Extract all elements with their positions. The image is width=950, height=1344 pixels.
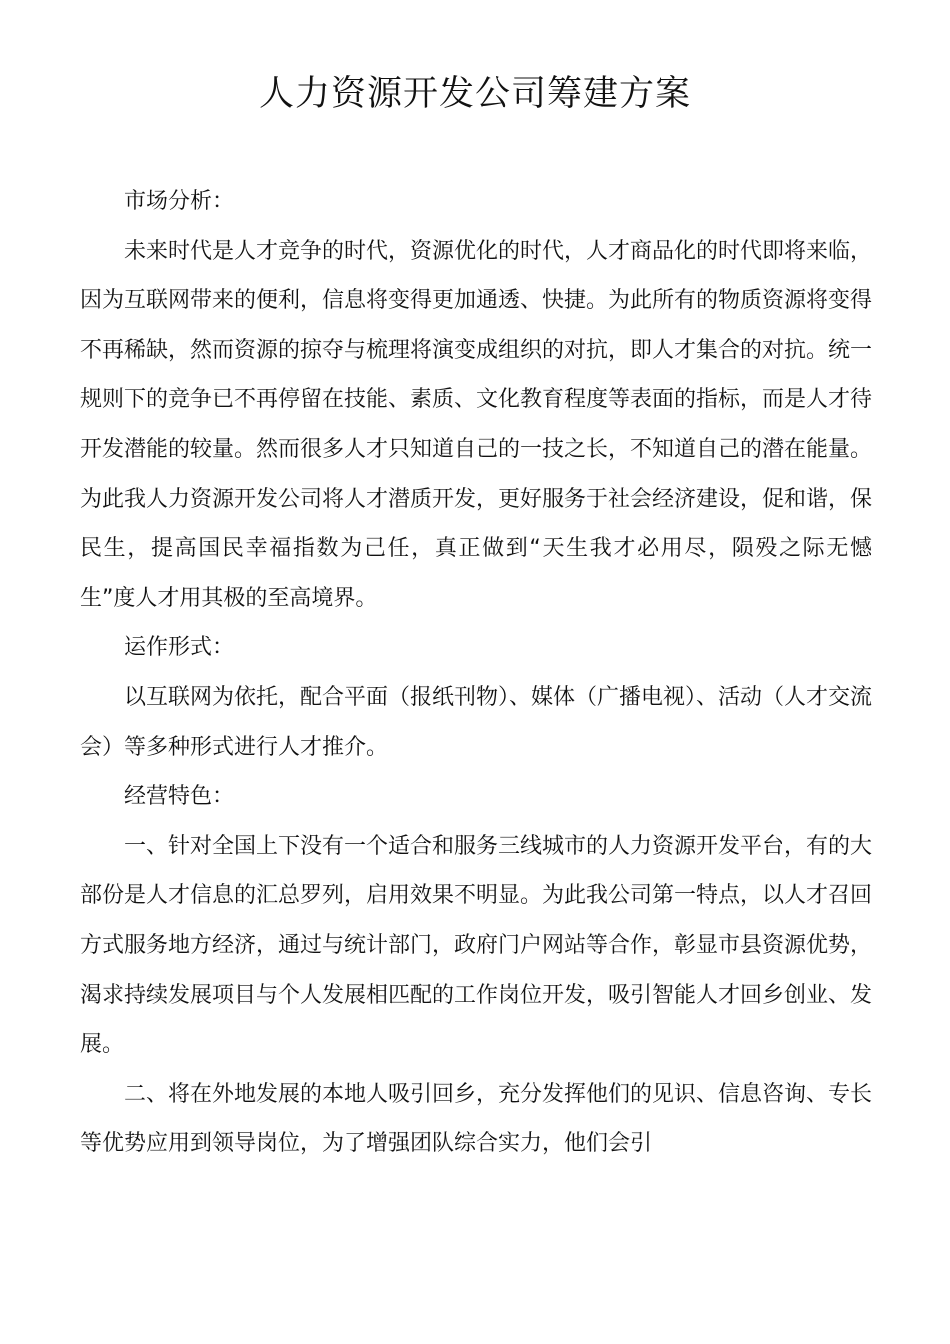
- document-title: 人力资源开发公司筹建方案: [258, 74, 691, 114]
- section-heading-business-features: 经营特色：: [124, 784, 235, 810]
- section-heading-market-analysis: 市场分析：: [124, 189, 235, 214]
- paragraph-feature-one: 一、针对全国上下没有一个适合和服务三线城市的人力资源开发平台，有的大部份是人才信息的汇总罗列，启用效果不明显。为此我公司第一特点，以人才召回方式服务地方经济，通过与统计部门，政府门户网站等合作，彰显市县资源优势，渴求持续发展项目与个人发展相匹配的工作岗位开发，吸引智能人才回乡创业、发展。: [80, 833, 873, 1058]
- section-heading-operation-form: 运作形式：: [124, 635, 235, 661]
- paragraph-market-analysis: 未来时代是人才竞争的时代，资源优化的时代，人才商品化的时代即将来临，因为互联网带来的便利，信息将变得更加通透、快捷。为此所有的物质资源将变得不再稀缺，然而资源的掠夺与梳理将演变成组织的对抗，即人才集合的对抗。统一规则下的竞争已不再停留在技能、素质、文化教育程度等表面的指标，而是人才待开发潜能的较量。然而很多人才只知道自己的一技之长，不知道自己的潜在能量。为此我人力资源开发公司将人才潜质开发，更好服务于社会经济建设，促和谐，保民生，提高国民幸福指数为己任，真正做到“天生我才必用尽，陨殁之际无憾生”度人才用其极的至高境界。: [80, 238, 873, 611]
- paragraph-operation-form: 以互联网为依托，配合平面（报纸刊物）、媒体（广播电视）、活动（人才交流会）等多种形式进行人才推介。: [80, 684, 873, 760]
- paragraph-feature-two: 二、将在外地发展的本地人吸引回乡，充分发挥他们的见识、信息咨询、专长等优势应用到领导岗位，为了增强团队综合实力，他们会引: [80, 1081, 873, 1157]
- document-body: [80, 177, 872, 1169]
